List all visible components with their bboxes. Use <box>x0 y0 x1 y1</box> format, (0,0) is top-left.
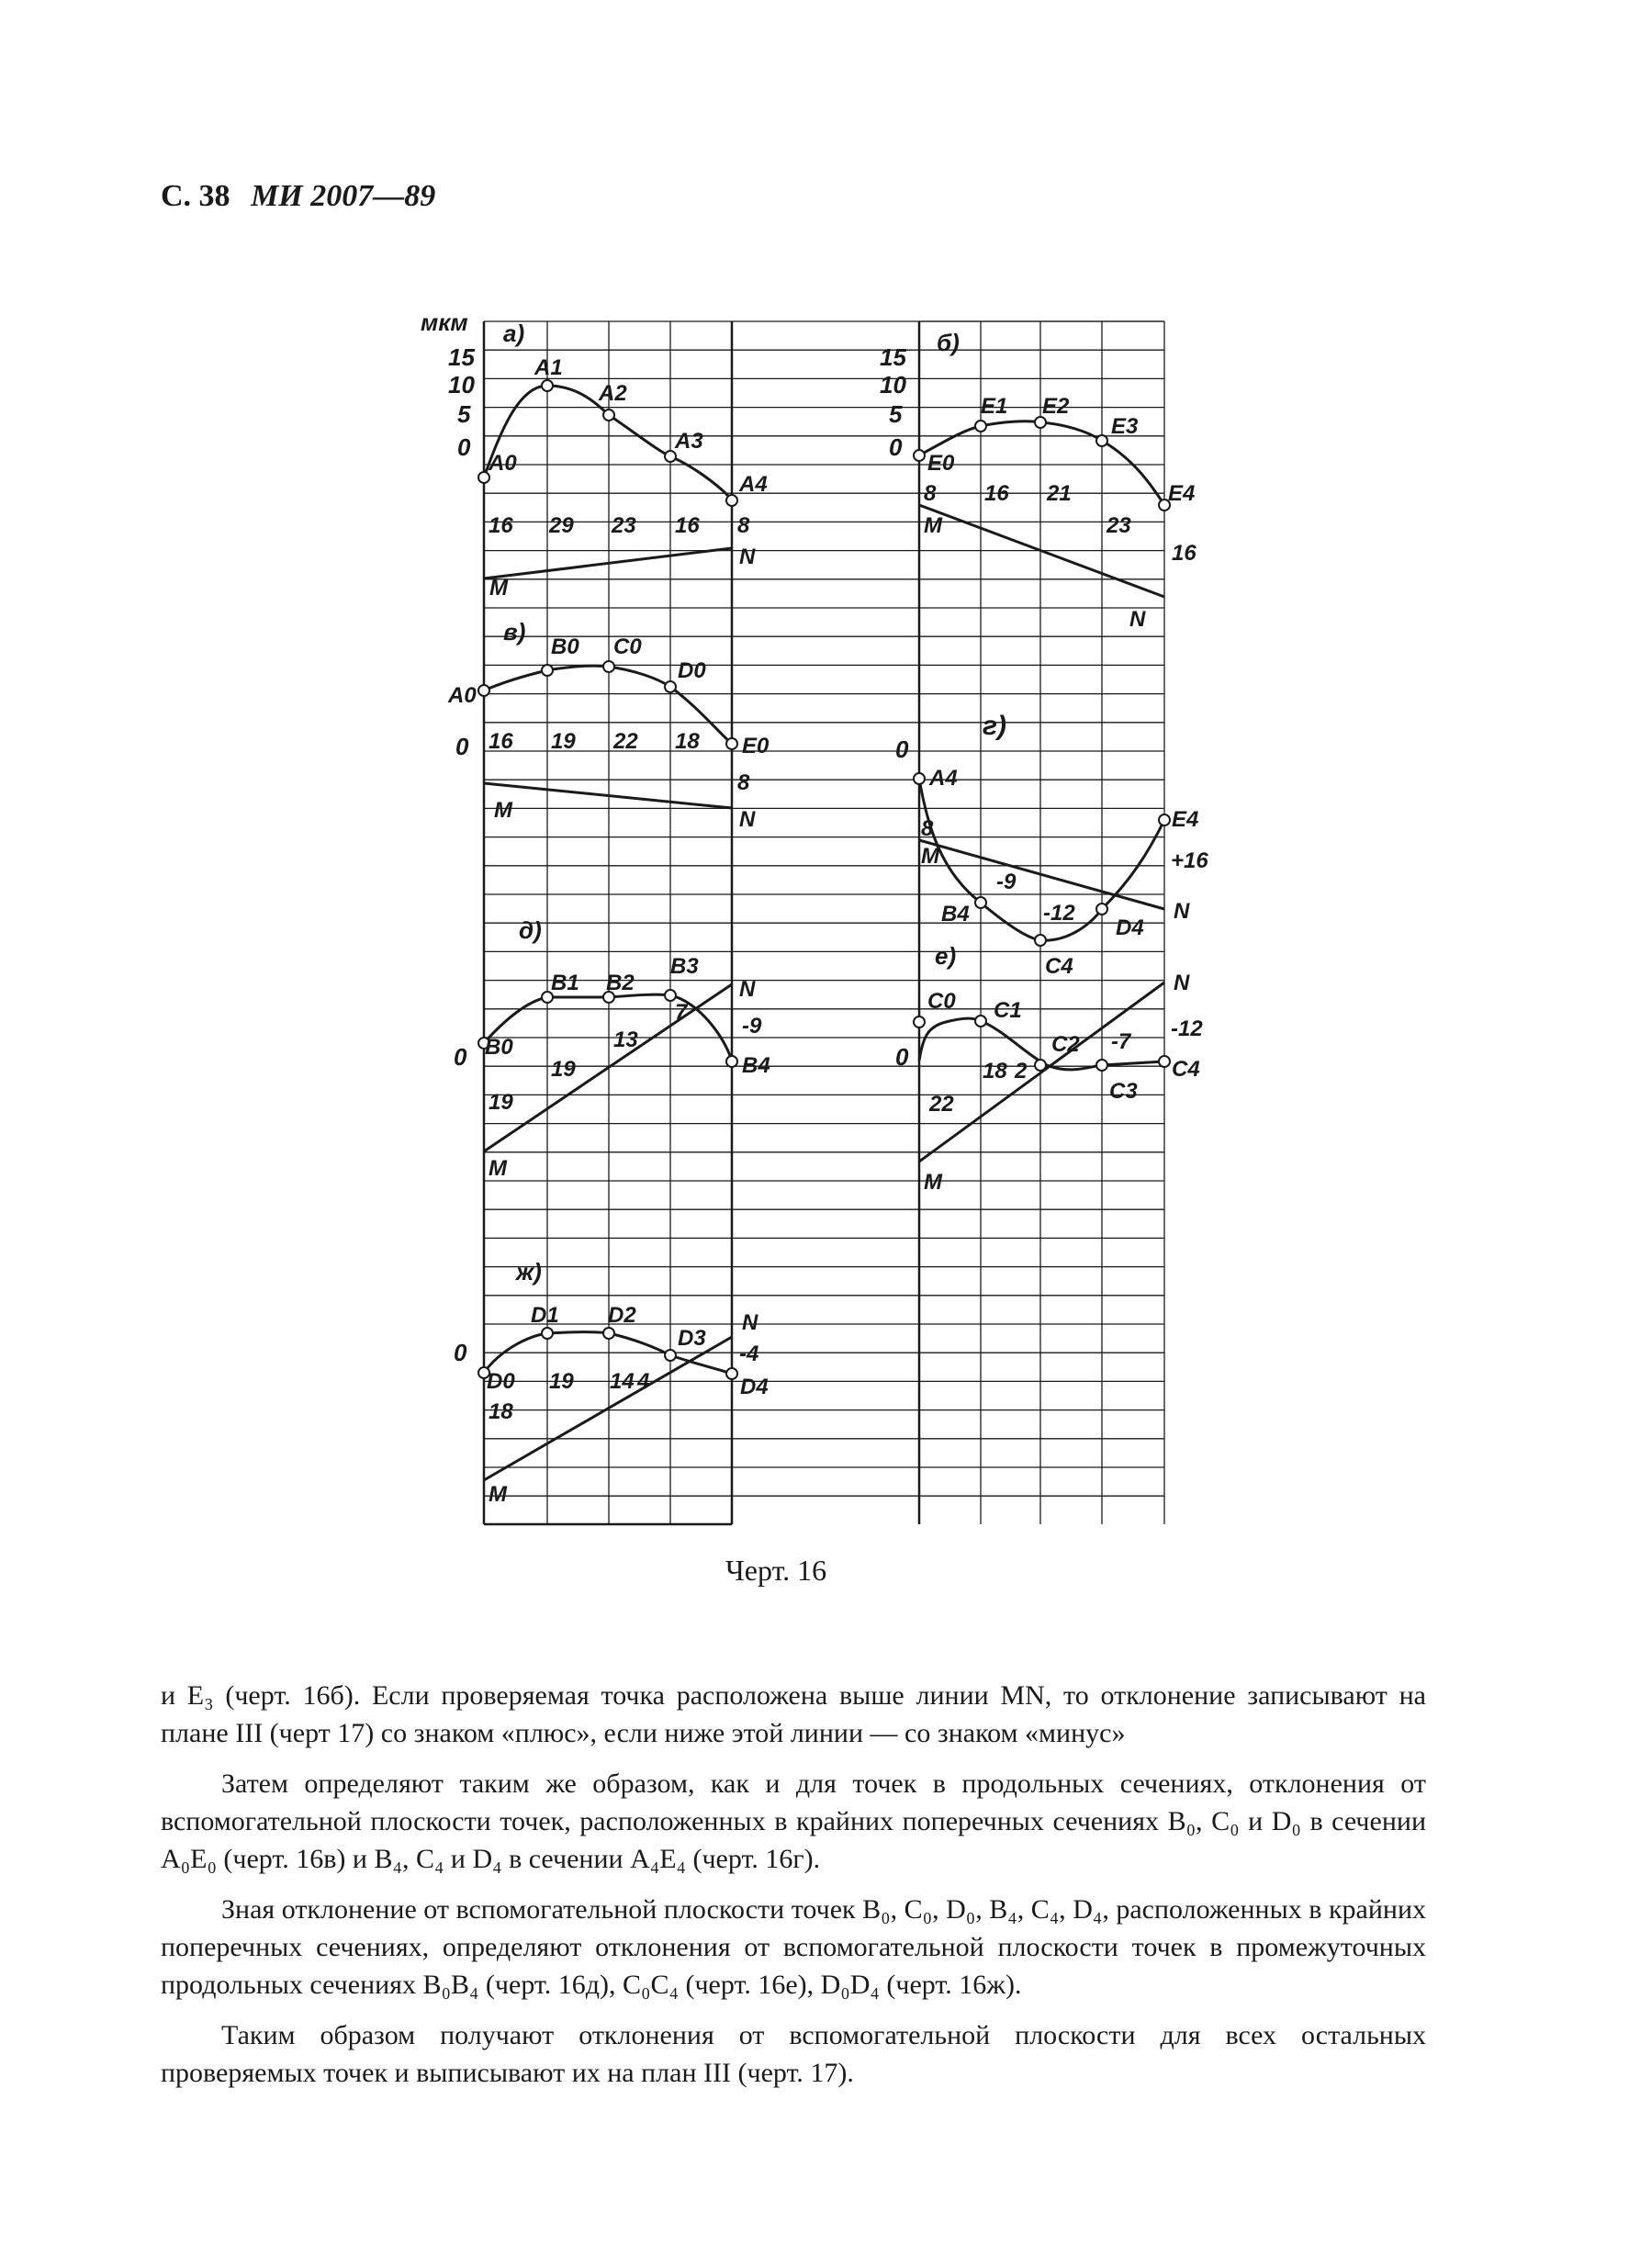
point-v-e0: E0 <box>742 734 770 758</box>
point-a0: A0 <box>489 451 517 476</box>
value-g-1: 8 <box>921 816 934 841</box>
y-tick-5-b: 5 <box>889 400 903 428</box>
point-g-b4: B4 <box>941 902 970 926</box>
point-v-a0: A0 <box>448 683 477 708</box>
measurement-point <box>914 450 925 461</box>
measurement-point <box>603 661 614 672</box>
y-tick-10-b: 10 <box>880 371 906 399</box>
measurement-point <box>914 1016 925 1027</box>
line-e-m: M <box>924 1170 942 1195</box>
line-mn-a <box>484 548 732 578</box>
point-g-d4: D4 <box>1116 915 1144 940</box>
point-v-d0: D0 <box>678 658 706 683</box>
point-v-c0: C0 <box>613 634 642 659</box>
page-number: С. 38 <box>161 179 230 213</box>
panel-g-label: г) <box>983 711 1007 741</box>
figure-caption: Черт. 16 <box>725 1554 827 1587</box>
line-a-m: M <box>489 576 508 601</box>
value-zh-3: 14 <box>610 1369 635 1394</box>
measurement-point <box>665 1350 676 1361</box>
value-e-5: -12 <box>1171 1016 1203 1041</box>
value-v-2: 19 <box>551 729 576 754</box>
value-zh-1: 18 <box>489 1399 513 1424</box>
value-a-4: 8 <box>737 513 750 538</box>
value-b-4: 16 <box>1172 541 1196 566</box>
measurement-point <box>665 681 676 692</box>
y-tick-5-a: 5 <box>457 400 471 428</box>
point-g-c4: C4 <box>1045 954 1073 979</box>
measurement-point <box>1035 935 1046 946</box>
point-e3: E3 <box>1111 414 1139 439</box>
measurement-point <box>1096 435 1107 446</box>
line-b-n: N <box>1129 607 1146 632</box>
measurement-point <box>726 1056 737 1067</box>
line-zh-m: M <box>489 1482 507 1507</box>
point-zh-d0: D0 <box>487 1369 515 1394</box>
point-zh-d4: D4 <box>740 1375 769 1399</box>
value-b-1: 16 <box>984 481 1009 506</box>
y-tick-15-b: 15 <box>880 343 906 371</box>
y-tick-0-a: 0 <box>457 433 471 461</box>
measurement-point <box>603 410 614 421</box>
value-d-extra: 19 <box>489 1090 513 1115</box>
value-v-3: 22 <box>613 729 638 754</box>
point-g-a4: A4 <box>929 766 958 791</box>
line-zh-n: N <box>742 1310 758 1335</box>
line-mn-g <box>919 840 1164 909</box>
point-a4: A4 <box>739 472 768 497</box>
panel-d-label: д) <box>519 916 542 944</box>
paragraph-3: Зная отклонение от вспомогательной плоскости точек B₀, C₀, D₀, B₄, C₄, D₄, расположенных в крайних поперечных сечениях, определяют отклонения от вспомогательной плоскости точек в промежуточных продольных сечениях B₀B₄ (черт. 16д), C₀C₄ (черт. 16е), D₀D₄ (черт. 16ж). <box>161 1894 1426 2000</box>
standard-number: МИ 2007—89 <box>251 179 436 213</box>
graph-curves <box>478 380 1170 1480</box>
value-d-1: 19 <box>551 1057 576 1082</box>
point-a3: A3 <box>675 429 703 454</box>
point-e1: E1 <box>981 394 1008 419</box>
point-a2: A2 <box>599 381 627 406</box>
measurement-point <box>542 380 553 391</box>
line-v-n: N <box>739 807 756 832</box>
value-zh-5: -4 <box>739 1342 759 1366</box>
y-tick-15-a: 15 <box>448 343 475 371</box>
measurement-point <box>603 1328 614 1339</box>
point-e4: E4 <box>1168 481 1196 506</box>
paragraph-1: и E₃ (черт. 16б). Если проверяемая точка расположена выше линии MN, то отклонение записывают на плане III (черт 17) со знаком «плюс», если ниже этой линии — со знаком «минус» <box>161 1680 1426 1748</box>
measurement-point <box>542 665 553 676</box>
value-g-4: +16 <box>1171 848 1208 873</box>
point-e0: E0 <box>927 451 955 476</box>
point-v-b0: B0 <box>551 634 579 659</box>
value-v-0: 0 <box>455 733 469 760</box>
measurement-point <box>1159 814 1170 825</box>
value-b-3: 23 <box>1107 513 1131 538</box>
value-v-4: 18 <box>675 729 700 754</box>
line-g-m: M <box>921 844 939 869</box>
line-d-m: M <box>489 1156 507 1181</box>
value-a-2: 23 <box>612 513 636 538</box>
value-d-2: 13 <box>613 1027 638 1052</box>
line-e-n: N <box>1174 971 1190 995</box>
point-e-c1: C1 <box>994 998 1022 1023</box>
point-d-b0: B0 <box>485 1035 513 1060</box>
panel-a-label: а) <box>503 320 525 347</box>
value-e-3: 2 <box>1015 1059 1028 1083</box>
panel-v-label: в) <box>503 618 526 646</box>
value-g-3: -12 <box>1043 901 1075 926</box>
value-e-0: 0 <box>895 1043 909 1071</box>
panel-e-label: е) <box>935 942 957 970</box>
value-zh-4: 4 <box>637 1369 650 1394</box>
measurement-point <box>542 1328 553 1339</box>
point-g-e4: E4 <box>1172 807 1199 832</box>
point-d-b2: B2 <box>606 971 635 995</box>
paragraph-4: Таким образом получают отклонения от вспомогательной плоскости для всех остальных проверяемых точек и выписывают их на план III (черт. 17). <box>161 2020 1426 2088</box>
point-e-c2: C2 <box>1051 1032 1080 1057</box>
value-v-1: 16 <box>489 729 513 754</box>
point-zh-d3: D3 <box>678 1326 706 1351</box>
paragraph-2: Затем определяют таким же образом, как и для точек в продольных сечениях, отклонения от вспомогательной плоскости точек, расположенных в крайних поперечных сечениях B₀, C₀ и D₀ в сечении A₀E₀ (черт. 16в) и B₄, C₄ и D₄ в сечении A₄E₄ (черт. 16г). <box>161 1768 1426 1874</box>
line-mn-zh <box>484 1337 732 1480</box>
measurement-point <box>975 1016 986 1027</box>
value-d-0: 0 <box>454 1043 467 1071</box>
point-e2: E2 <box>1042 394 1070 419</box>
value-a-1: 29 <box>549 513 574 538</box>
value-a-3: 16 <box>675 513 700 538</box>
point-a1: A1 <box>534 355 563 380</box>
point-e-c0: C0 <box>927 989 956 1014</box>
value-e-4: -7 <box>1111 1029 1131 1054</box>
point-e-c4: C4 <box>1172 1057 1200 1082</box>
value-a-0: 16 <box>489 513 513 538</box>
point-e-c3: C3 <box>1109 1079 1138 1104</box>
line-mn-v <box>484 783 732 808</box>
value-b-0: 8 <box>924 481 937 506</box>
measurement-point <box>975 421 986 432</box>
line-g-n: N <box>1174 899 1190 924</box>
panel-b-label: б) <box>937 329 960 356</box>
value-g-0: 0 <box>895 735 909 763</box>
graph-labels <box>421 309 1208 1507</box>
value-d-3: 7 <box>675 1000 688 1025</box>
measurement-point <box>1035 1060 1046 1071</box>
curve-d <box>484 994 732 1061</box>
value-v-5: 8 <box>737 770 750 795</box>
body-text <box>161 1677 1426 2105</box>
measurement-point <box>914 773 925 784</box>
value-zh-2: 19 <box>549 1369 574 1394</box>
measurement-point <box>1159 1056 1170 1067</box>
unit-label: мкм <box>421 309 468 336</box>
point-zh-d1: D1 <box>531 1303 559 1328</box>
y-tick-0-b: 0 <box>889 433 903 461</box>
value-b-2: 21 <box>1047 481 1072 506</box>
point-d-b3: B3 <box>670 954 699 979</box>
line-v-m: M <box>494 798 512 823</box>
value-e-1: 22 <box>929 1092 954 1117</box>
point-zh-d2: D2 <box>608 1303 636 1328</box>
point-d-b4: B4 <box>742 1053 770 1078</box>
measurement-point <box>1096 1060 1107 1071</box>
value-e-2: 18 <box>983 1059 1007 1083</box>
measurement-point <box>975 897 986 908</box>
panel-zh-label: ж) <box>516 1258 542 1286</box>
measurement-point <box>1096 904 1107 915</box>
y-tick-10-a: 10 <box>448 371 475 399</box>
measurement-point <box>478 685 489 696</box>
line-d-n: N <box>739 977 756 1002</box>
line-b-m: M <box>924 513 942 538</box>
value-g-2: -9 <box>996 870 1017 894</box>
measurement-point <box>726 1368 737 1379</box>
line-a-n: N <box>739 545 756 569</box>
measurement-point <box>726 495 737 506</box>
value-zh-0: 0 <box>454 1339 467 1366</box>
measurement-point <box>726 738 737 749</box>
value-d-4: -9 <box>742 1014 762 1039</box>
point-d-b1: B1 <box>551 971 579 995</box>
